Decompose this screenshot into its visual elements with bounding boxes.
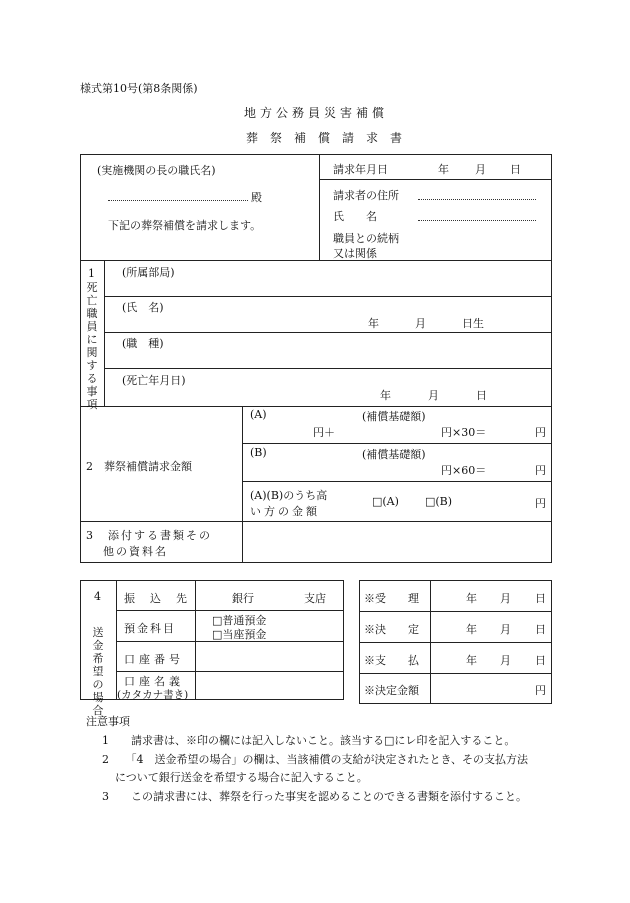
request-year: 年	[438, 163, 449, 176]
job-label: (職 種)	[122, 337, 164, 350]
request-text: 下記の葬祭補償を請求します。	[108, 219, 262, 232]
request-day: 日	[510, 163, 521, 176]
paid-month: 月	[500, 654, 511, 667]
birth-year: 年	[368, 317, 379, 330]
death-date-label: (死亡年月日)	[122, 374, 186, 387]
bank-label: 振 込 先	[124, 592, 189, 605]
a-base-label: (補償基礎額)	[362, 410, 426, 423]
section3-label-1: 3 添付する書類その	[86, 529, 212, 542]
office-received-label: ※受 理	[364, 592, 419, 605]
agency-head-label: (実施機関の長の職氏名)	[97, 164, 216, 177]
note-2a: 2 「4 送金希望の場合」の欄は、当該補償の支給が決定されたとき、その支払方法	[102, 753, 529, 766]
decided-month: 月	[500, 623, 511, 636]
relation-label-2: 又は関係	[333, 247, 377, 260]
office-paid-label: ※支 払	[364, 654, 419, 667]
b-yen: 円	[535, 464, 546, 477]
b-base-label: (補償基礎額)	[362, 448, 426, 461]
received-day: 日	[535, 592, 546, 605]
birth-day: 日生	[462, 317, 484, 330]
note-1: 1 請求書は、※印の欄には記入しないこと。該当する□にレ印を記入すること。	[102, 734, 516, 747]
higher-label-2: い方の金額	[250, 505, 320, 518]
amount-yen: 円	[535, 684, 546, 697]
death-year: 年	[380, 389, 391, 402]
address-label: 請求者の住所	[333, 189, 399, 202]
option-a-checkbox[interactable]: □(A)	[372, 495, 399, 508]
received-month: 月	[500, 592, 511, 605]
relation-label-1: 職員との続柄	[333, 232, 399, 245]
notes-heading: 注意事項	[86, 715, 130, 728]
paid-year: 年	[466, 654, 477, 667]
name-label: 氏 名	[333, 210, 377, 223]
section2-label: 2 葬祭補償請求金額	[86, 460, 192, 473]
note-2b: について銀行送金を希望する場合に記入すること。	[115, 771, 368, 784]
request-date-label: 請求年月日	[333, 163, 388, 176]
section1-number: 1	[88, 267, 95, 280]
deceased-name-label: (氏 名)	[122, 301, 164, 314]
account-no-label: 口座番号	[124, 653, 184, 666]
holder-label-1: 口座名義	[124, 675, 184, 688]
option-b-checkbox[interactable]: □(B)	[425, 495, 453, 508]
b-calc: 円×60＝	[441, 464, 487, 477]
honorific: 殿	[251, 191, 262, 204]
a-label: (A)	[250, 408, 267, 421]
section4-number: 4	[94, 590, 101, 603]
form-title-line2: 葬祭補償請求書	[246, 131, 415, 145]
higher-yen: 円	[535, 497, 546, 510]
a-calc: 円×30＝	[441, 426, 487, 439]
holder-label-2: (カタカナ書き)	[117, 689, 189, 701]
section3-label-2: 他の資料名	[103, 545, 168, 558]
birth-month: 月	[415, 317, 426, 330]
received-year: 年	[466, 592, 477, 605]
form-title-line1: 地方公務員災害補償	[244, 106, 389, 120]
dept-label: (所属部局)	[122, 266, 175, 279]
deposit-type-label: 預金科目	[124, 622, 176, 635]
branch-text: 支店	[304, 592, 326, 605]
a-yen-plus: 円＋	[313, 426, 335, 439]
death-month: 月	[428, 389, 439, 402]
note-3: 3 この請求書には、葬祭を行った事実を認めることのできる書類を添付すること。	[102, 790, 527, 803]
bank-text: 銀行	[232, 592, 254, 605]
current-checkbox[interactable]: □当座預金	[212, 628, 267, 641]
request-month: 月	[475, 163, 486, 176]
office-amount-label: ※決定金額	[364, 684, 419, 697]
death-day: 日	[476, 389, 487, 402]
decided-year: 年	[466, 623, 477, 636]
paid-day: 日	[535, 654, 546, 667]
higher-label-1: (A)(B)のうち高	[250, 489, 328, 502]
a-yen: 円	[535, 426, 546, 439]
ordinary-checkbox[interactable]: □普通預金	[212, 614, 267, 627]
office-decided-label: ※決 定	[364, 623, 419, 636]
form-number: 様式第10号(第8条関係)	[80, 82, 198, 95]
decided-day: 日	[535, 623, 546, 636]
section1-label: 死亡職員に関する事項	[86, 281, 98, 411]
section4-label: 送金希望の場合	[92, 626, 104, 717]
b-label: (B)	[250, 446, 267, 459]
